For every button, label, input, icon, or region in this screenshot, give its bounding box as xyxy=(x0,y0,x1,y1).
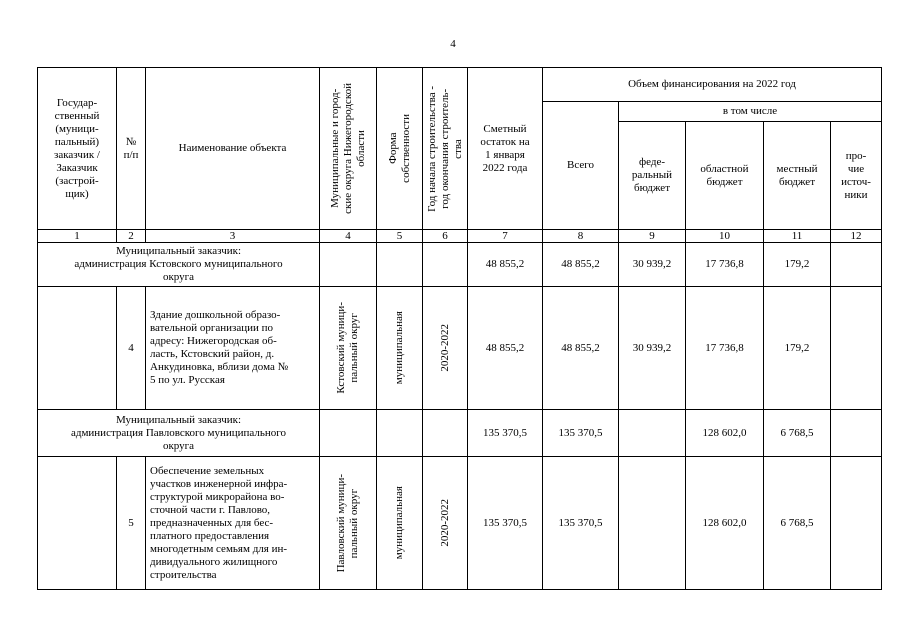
object-regional: 128 602,0 xyxy=(686,457,764,590)
group-local: 6 768,5 xyxy=(764,410,831,457)
group-row-kstovo xyxy=(38,243,882,287)
group-regional: 17 736,8 xyxy=(686,243,764,287)
header-customer: Государ- ственный (муници- пальный) заказчик / Заказчик (застрой- щик) xyxy=(38,68,117,230)
header-other: про- чие источ- ники xyxy=(831,122,882,230)
empty-cell xyxy=(38,287,117,410)
column-number: 5 xyxy=(377,230,423,243)
header-regional: областной бюджет xyxy=(686,122,764,230)
object-municipality-text: Павловский муници- пальный округ xyxy=(335,473,360,573)
header-years xyxy=(423,68,468,230)
header-row-1 xyxy=(38,68,882,102)
object-other xyxy=(831,287,882,410)
group-estimate: 135 370,5 xyxy=(468,410,543,457)
column-numbers-row xyxy=(38,230,882,243)
column-number: 7 xyxy=(468,230,543,243)
object-row-5 xyxy=(38,457,882,590)
object-ownership xyxy=(377,287,423,410)
object-years-text: 2020-2022 xyxy=(438,499,451,547)
header-including: в том числе xyxy=(619,102,882,122)
header-ownership xyxy=(377,68,423,230)
group-other xyxy=(831,410,882,457)
column-number: 6 xyxy=(423,230,468,243)
column-number: 8 xyxy=(543,230,619,243)
object-other xyxy=(831,457,882,590)
column-number: 12 xyxy=(831,230,882,243)
group-local: 179,2 xyxy=(764,243,831,287)
object-municipality xyxy=(320,457,377,590)
column-number: 10 xyxy=(686,230,764,243)
object-ownership-text: муниципальная xyxy=(393,486,405,560)
group-federal: 30 939,2 xyxy=(619,243,686,287)
object-municipality xyxy=(320,287,377,410)
object-years xyxy=(423,287,468,410)
group-other xyxy=(831,243,882,287)
object-federal: 30 939,2 xyxy=(619,287,686,410)
empty-cell xyxy=(38,457,117,590)
header-ownership-text: Форма собственности xyxy=(386,114,412,183)
empty-cell xyxy=(423,410,468,457)
object-row-4 xyxy=(38,287,882,410)
financing-table xyxy=(37,67,882,590)
header-financing-volume: Объем финансирования на 2022 год xyxy=(543,68,882,102)
object-federal xyxy=(619,457,686,590)
empty-cell xyxy=(377,410,423,457)
object-estimate: 135 370,5 xyxy=(468,457,543,590)
column-number: 1 xyxy=(38,230,117,243)
group-total: 135 370,5 xyxy=(543,410,619,457)
group-total: 48 855,2 xyxy=(543,243,619,287)
header-municipality-text: Муниципальные и город- ские округа Нижегородской области xyxy=(328,83,367,214)
object-municipality-text: Кстовский муници- пальный округ xyxy=(335,302,360,394)
empty-cell xyxy=(377,243,423,287)
object-total: 135 370,5 xyxy=(543,457,619,590)
object-num: 4 xyxy=(117,287,146,410)
object-estimate: 48 855,2 xyxy=(468,287,543,410)
column-number: 11 xyxy=(764,230,831,243)
empty-cell xyxy=(320,243,377,287)
object-name: Здание дошкольной образо- вательной организации по адресу: Нижегородская об- ласть, Кстовский район, д. Анкудиновка, вблизи дома № 5 по ул. Русская xyxy=(146,287,320,410)
object-regional: 17 736,8 xyxy=(686,287,764,410)
empty-cell xyxy=(423,243,468,287)
object-num: 5 xyxy=(117,457,146,590)
header-local: местный бюджет xyxy=(764,122,831,230)
header-years-text: Год начала строительства - год окончания строитель- ства xyxy=(425,85,464,212)
group-federal xyxy=(619,410,686,457)
group-regional: 128 602,0 xyxy=(686,410,764,457)
header-num: № п/п xyxy=(117,68,146,230)
object-years xyxy=(423,457,468,590)
column-number: 3 xyxy=(146,230,320,243)
object-ownership xyxy=(377,457,423,590)
object-years-text: 2020-2022 xyxy=(438,324,451,372)
object-local: 179,2 xyxy=(764,287,831,410)
object-total: 48 855,2 xyxy=(543,287,619,410)
header-total: Всего xyxy=(543,102,619,230)
header-federal: феде- ральный бюджет xyxy=(619,122,686,230)
group-row-pavlovo xyxy=(38,410,882,457)
group-estimate: 48 855,2 xyxy=(468,243,543,287)
header-object-name: Наименование объекта xyxy=(146,68,320,230)
page-number: 4 xyxy=(450,38,456,50)
empty-cell xyxy=(320,410,377,457)
header-estimate: Сметный остаток на 1 января 2022 года xyxy=(468,68,543,230)
column-number: 4 xyxy=(320,230,377,243)
group-customer-label: Муниципальный заказчик: администрация Кстовского муниципального округа xyxy=(38,243,320,287)
column-number: 9 xyxy=(619,230,686,243)
object-ownership-text: муниципальная xyxy=(393,311,405,385)
group-customer-label: Муниципальный заказчик: администрация Павловского муниципального округа xyxy=(38,410,320,457)
column-number: 2 xyxy=(117,230,146,243)
header-municipality xyxy=(320,68,377,230)
object-local: 6 768,5 xyxy=(764,457,831,590)
object-name: Обеспечение земельных участков инженерной инфра- структурой микрорайона во- сточной части г. Павлово, предназначенных для бес- платного предоставления многодетным семьям для ин- дивидуального жилищного строительства xyxy=(146,457,320,590)
